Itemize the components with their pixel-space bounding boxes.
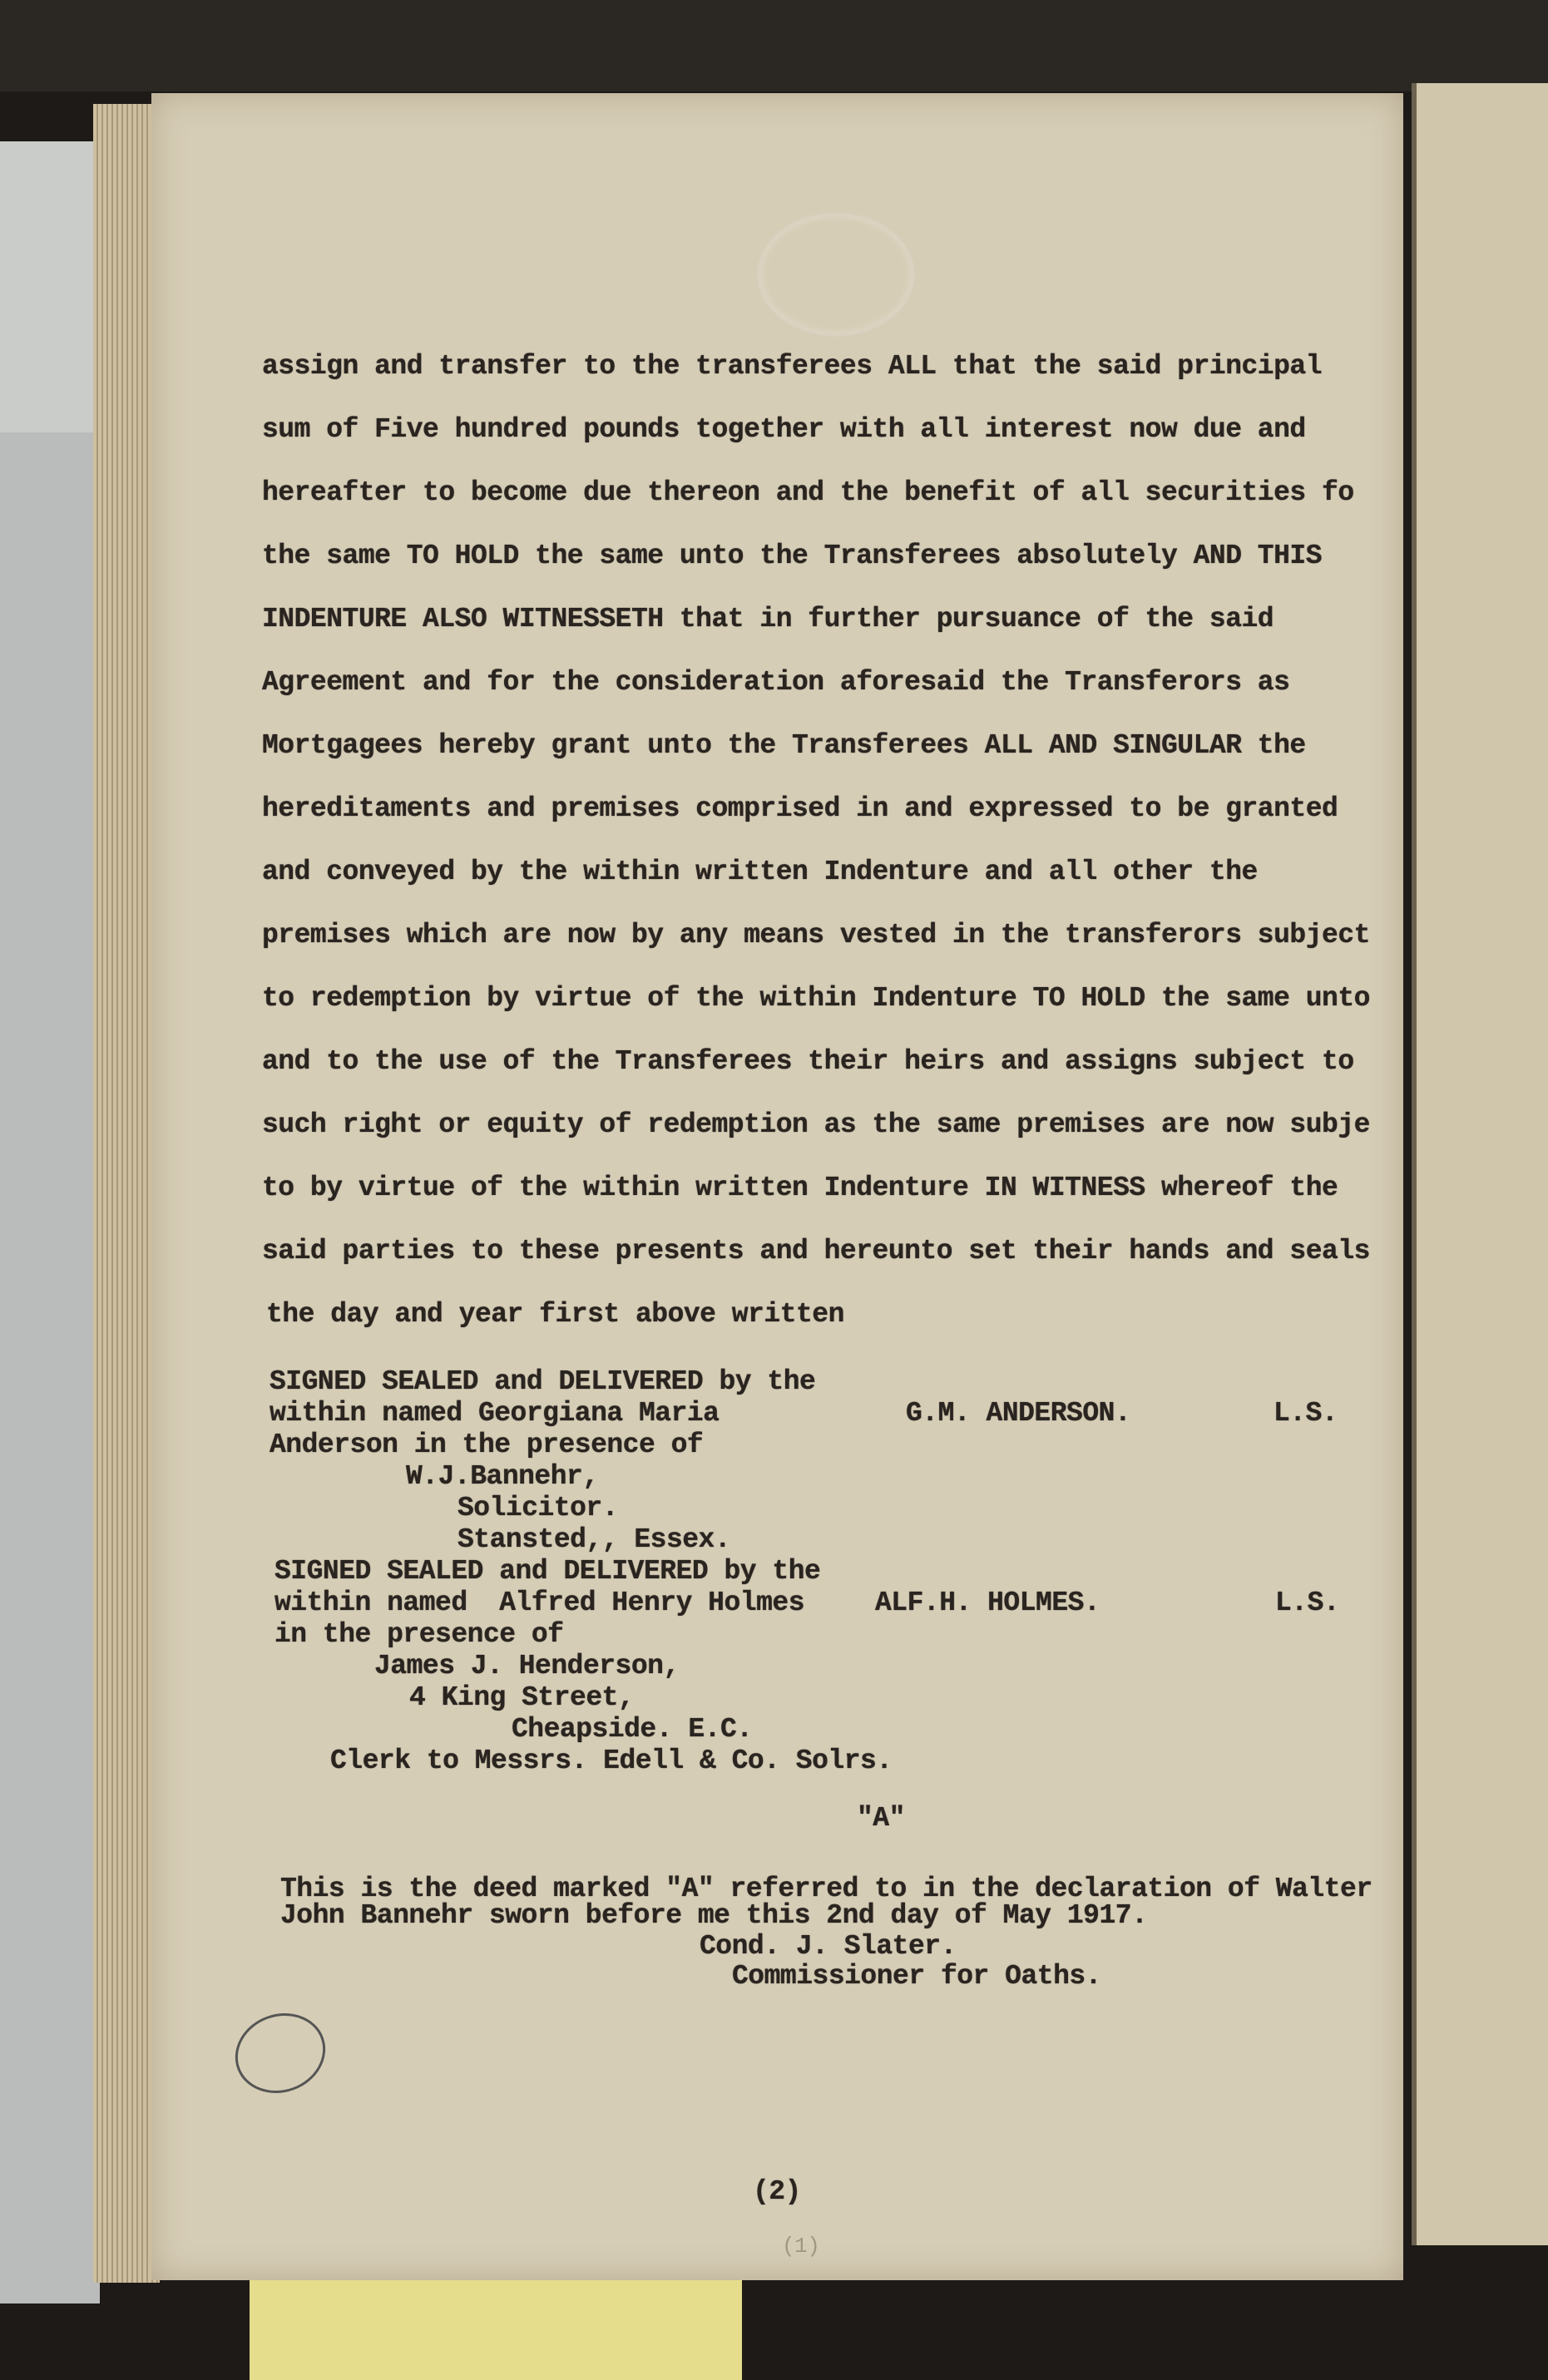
body-line: sum of Five hundred pounds together with all interest now due and bbox=[262, 414, 1306, 445]
body-line: INDENTURE ALSO WITNESSETH that in further pursuance of the said bbox=[262, 604, 1274, 635]
attestation-line: within named Georgiana Maria bbox=[270, 1398, 720, 1429]
witness-line: Stansted,, Essex. bbox=[457, 1524, 731, 1555]
body-line: to redemption by virtue of the within Indenture TO HOLD the same unto bbox=[262, 983, 1370, 1014]
body-line: and to the use of the Transferees their heirs and assigns subject to bbox=[262, 1046, 1354, 1077]
locus-sigilli: L.S. bbox=[1275, 1587, 1340, 1618]
witness-line: Clerk to Messrs. Edell & Co. Solrs. bbox=[330, 1745, 893, 1776]
certificate-line: John Bannehr sworn before me this 2nd day of May 1917. bbox=[280, 1900, 1148, 1931]
body-line: Mortgagees hereby grant unto the Transferees ALL AND SINGULAR the bbox=[262, 730, 1306, 761]
commissioner-title: Commissioner for Oaths. bbox=[732, 1961, 1101, 1992]
commissioner-signature: Cond. J. Slater. bbox=[700, 1931, 957, 1962]
exhibit-mark: "A" bbox=[857, 1803, 905, 1834]
signature-anderson: G.M. ANDERSON. bbox=[906, 1398, 1131, 1429]
witness-line: Cheapside. E.C. bbox=[512, 1714, 753, 1745]
witness-line: James J. Henderson, bbox=[374, 1651, 680, 1681]
attestation-line: Anderson in the presence of bbox=[270, 1429, 704, 1460]
certificate-line: This is the deed marked "A" referred to in the declaration of Walter bbox=[280, 1874, 1372, 1904]
body-line: hereditaments and premises comprised in and expressed to be granted bbox=[262, 793, 1338, 824]
body-line: assign and transfer to the transferees ALL that the said principal bbox=[262, 351, 1323, 382]
body-line: Agreement and for the consideration aforesaid the Transferors as bbox=[262, 667, 1290, 698]
page-number: (2) bbox=[753, 2176, 801, 2207]
body-line: said parties to these presents and hereunto set their hands and seals bbox=[262, 1236, 1370, 1267]
attestation-line: SIGNED SEALED and DELIVERED by the bbox=[274, 1556, 821, 1587]
body-line: and conveyed by the within written Indenture and all other the bbox=[262, 857, 1258, 887]
witness-line: 4 King Street, bbox=[409, 1682, 635, 1713]
left-page-lower bbox=[0, 432, 100, 2303]
attestation-line: in the presence of bbox=[274, 1619, 564, 1650]
embossed-seal bbox=[757, 212, 915, 337]
body-line: such right or equity of redemption as the same premises are now subje bbox=[262, 1109, 1370, 1140]
sticky-note bbox=[250, 2280, 742, 2380]
attestation-line: SIGNED SEALED and DELIVERED by the bbox=[270, 1366, 816, 1397]
signature-holmes: ALF.H. HOLMES. bbox=[875, 1587, 1100, 1618]
body-line: premises which are now by any means vested in the transferors subject bbox=[262, 920, 1370, 951]
right-page bbox=[1412, 83, 1548, 2245]
body-line: hereafter to become due thereon and the benefit of all securities fo bbox=[262, 477, 1354, 508]
body-line: to by virtue of the within written Indenture IN WITNESS whereof the bbox=[262, 1173, 1338, 1203]
attestation-line: within named Alfred Henry Holmes bbox=[274, 1587, 805, 1618]
locus-sigilli: L.S. bbox=[1274, 1398, 1338, 1429]
book-cover-top bbox=[0, 0, 1548, 91]
faint-page-number: (1) bbox=[782, 2234, 820, 2259]
witness-line: Solicitor. bbox=[457, 1493, 619, 1523]
page-stack-edges bbox=[93, 104, 160, 2283]
body-line: the day and year first above written bbox=[266, 1299, 844, 1330]
witness-line: W.J.Bannehr, bbox=[406, 1461, 599, 1492]
body-line: the same TO HOLD the same unto the Transferees absolutely AND THIS bbox=[262, 541, 1323, 571]
